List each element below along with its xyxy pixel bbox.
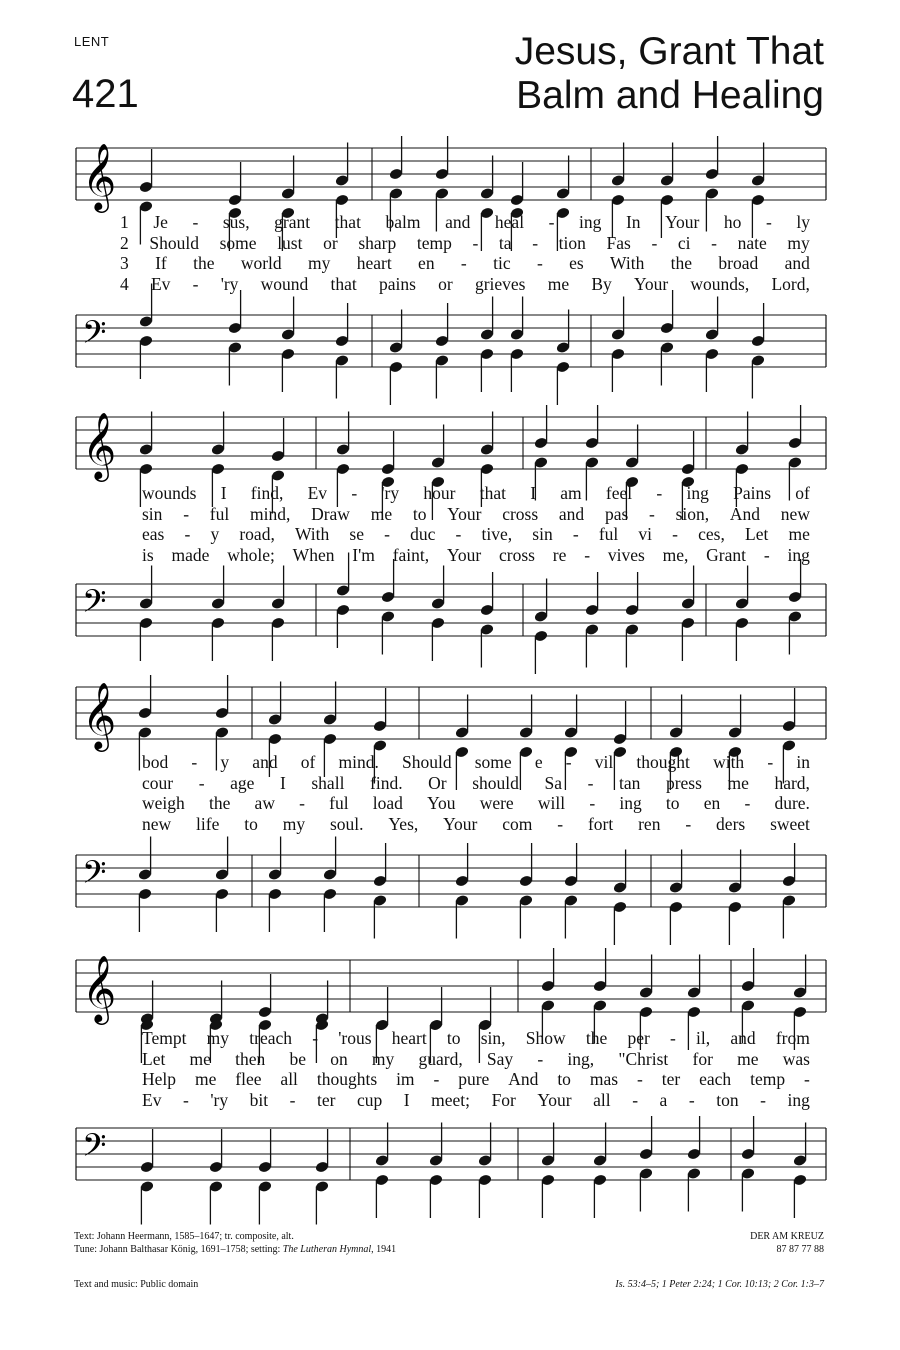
tune-credit-year: , 1941 <box>371 1244 397 1255</box>
lyric-syllable: I <box>530 483 537 503</box>
lyric-syllable: temp <box>750 1069 786 1089</box>
lyric-syllable: and <box>730 1028 756 1048</box>
lyric-syllable: - <box>191 752 198 772</box>
lyric-syllable: - <box>289 1089 296 1110</box>
lyric-syllable: - <box>760 1089 766 1110</box>
lyric-syllable: me, <box>662 544 689 565</box>
lyric-syllable: sin <box>142 503 163 524</box>
lyric-syllable: Your <box>665 212 700 232</box>
lyric-syllable: tive, <box>481 524 513 544</box>
lyric-syllable: - <box>536 253 543 273</box>
lyric-syllable: pure <box>458 1069 490 1089</box>
lyric-syllable: Yes, <box>388 813 419 834</box>
tune-name: DER AM KREUZ <box>750 1231 824 1242</box>
lyric-line <box>142 1069 810 1090</box>
lyric-syllable: ful <box>598 524 619 544</box>
lyric-syllable: en <box>418 253 435 273</box>
lyric-syllable: on <box>330 1048 348 1069</box>
tune-info <box>750 1230 824 1256</box>
lyric-syllable: the <box>585 1028 608 1048</box>
lyric-syllable: thoughts <box>316 1069 378 1089</box>
lyric-syllable: Grant <box>706 544 747 565</box>
lyric-syllable: load <box>372 793 403 813</box>
lyric-line <box>142 524 810 545</box>
lyric-syllable: Let <box>745 524 769 544</box>
lyric-syllable: some <box>474 752 512 772</box>
lyric-syllable: y <box>220 752 230 772</box>
hymn-number: 421 <box>72 72 139 116</box>
lyric-syllable: to <box>665 793 680 813</box>
lyric-syllable: - <box>632 1089 639 1110</box>
lyric-syllable: eas <box>142 524 165 544</box>
lyric-syllable: ton <box>716 1089 739 1110</box>
lyric-syllable: - <box>672 524 678 544</box>
lyric-syllable: in <box>796 752 810 772</box>
lyric-syllable: ly <box>796 212 810 232</box>
lyric-syllable: whole; <box>227 544 275 565</box>
lyric-syllable: Your <box>447 503 482 524</box>
bass-clef-icon: 𝄢 <box>82 853 107 898</box>
lyric-syllable: - <box>565 752 572 772</box>
lyric-syllable: e <box>534 752 543 772</box>
lyric-syllable: ing <box>686 483 709 503</box>
lyric-syllable: wounds, <box>690 273 750 294</box>
lyric-syllable: grieves <box>474 273 526 294</box>
lyric-syllable: then <box>235 1048 266 1069</box>
lyric-syllable: and <box>558 503 585 524</box>
lyric-syllable: sweet <box>770 813 810 834</box>
lyric-syllable: I <box>279 772 286 793</box>
lyric-syllable: ces, <box>698 524 725 544</box>
lyric-syllable: Sa <box>544 772 562 793</box>
lyric-syllable: a <box>659 1089 668 1110</box>
lyric-syllable: find, <box>250 483 284 503</box>
lyric-syllable: and <box>252 752 278 772</box>
lyric-syllable: treach <box>249 1028 292 1048</box>
text-credit: Text: Johann Heermann, 1585–1647; tr. composite, alt. <box>74 1231 294 1242</box>
lyric-syllable: Should <box>401 752 452 772</box>
lyric-syllable: il, <box>696 1028 711 1048</box>
lyric-syllable: fort <box>587 813 614 834</box>
lyric-syllable: my <box>308 253 331 273</box>
lyric-syllable: ing <box>579 212 602 232</box>
tune-credit <box>74 1243 396 1256</box>
lyric-syllable: re <box>552 544 567 565</box>
lyric-syllable: Let <box>142 1048 166 1069</box>
treble-clef-icon: 𝄞 <box>82 411 117 480</box>
lyric-line <box>142 545 810 566</box>
lyric-syllable: were <box>479 793 514 813</box>
lyric-syllable: sin <box>532 524 553 544</box>
lyric-syllable: am <box>560 483 582 503</box>
bass-clef-icon: 𝄢 <box>82 582 107 627</box>
lyric-syllable: - <box>472 232 479 253</box>
lyric-syllable: me <box>370 503 393 524</box>
lyric-syllable: nate <box>737 232 767 253</box>
lyric-syllable: - <box>688 1089 695 1110</box>
lyric-syllable: sion, <box>675 503 710 524</box>
lyric-syllable: - <box>548 212 555 232</box>
lyric-syllable: that <box>479 483 506 503</box>
lyric-syllable: - <box>198 772 205 793</box>
lyric-syllable: was <box>782 1048 810 1069</box>
lyric-syllable: - <box>636 1069 643 1089</box>
lyric-syllable: from <box>775 1028 810 1048</box>
lyric-syllable: vi <box>638 524 653 544</box>
lyric-syllable: - <box>584 544 591 565</box>
lyric-line <box>142 793 810 814</box>
lyric-syllable: is <box>142 544 154 565</box>
lyric-syllable: ing, <box>567 1048 595 1069</box>
lyric-syllable: should <box>472 772 519 793</box>
lyric-line <box>142 1028 810 1049</box>
season-label: LENT <box>74 34 110 49</box>
lyric-syllable: ci <box>677 232 691 253</box>
lyric-syllable: for <box>692 1048 713 1069</box>
lyric-syllable: guard, <box>418 1048 463 1069</box>
lyric-syllable: made <box>171 544 210 565</box>
lyric-syllable: me <box>189 1048 211 1069</box>
lyric-syllable: - <box>184 524 191 544</box>
lyric-syllable: pas <box>604 503 629 524</box>
lyric-syllable: - <box>763 544 770 565</box>
lyric-syllable: feel <box>605 483 633 503</box>
lyric-syllable: my <box>282 813 306 834</box>
lyric-syllable: Ev <box>307 483 328 503</box>
lyric-syllable: mind. <box>338 752 379 772</box>
lyric-syllable: to <box>557 1069 571 1089</box>
lyric-syllable: or <box>438 273 453 294</box>
lyric-syllable: - <box>711 232 717 253</box>
lyric-syllable: - <box>765 212 772 232</box>
lyric-syllable: be <box>289 1048 306 1069</box>
lyric-syllable: Should <box>149 232 199 253</box>
lyric-line <box>142 773 810 794</box>
lyric-syllable: y <box>210 524 220 544</box>
lyric-syllable: By <box>591 273 612 294</box>
lyric-syllable: And <box>729 503 761 524</box>
lyric-line <box>142 814 810 835</box>
lyric-syllable: - <box>532 232 539 253</box>
lyric-syllable: me <box>194 1069 217 1089</box>
lyric-syllable: Show <box>525 1028 566 1048</box>
lyric-syllable: I'm <box>352 544 375 565</box>
lyric-syllable: tion <box>558 232 586 253</box>
lyric-syllable: - <box>183 503 190 524</box>
lyric-syllable: flee <box>235 1069 262 1089</box>
lyric-syllable: new <box>780 503 810 524</box>
lyric-syllable: ful <box>329 793 349 813</box>
treble-clef-icon: 𝄞 <box>82 681 117 750</box>
lyric-syllable: Your <box>446 544 482 565</box>
lyric-syllable: dure. <box>774 793 810 813</box>
lyric-syllable: Or <box>428 772 447 793</box>
lyric-syllable: - <box>557 813 564 834</box>
lyric-syllable: me <box>727 772 749 793</box>
lyric-syllable: heal <box>494 212 525 232</box>
lyric-syllable: Lord, <box>771 273 810 294</box>
copyright: Text and music: Public domain <box>74 1279 199 1290</box>
tune-credit-prefix: Tune: Johann Balthasar König, 1691–1758; setting: <box>74 1244 283 1255</box>
lyric-syllable: - <box>587 772 594 793</box>
lyric-syllable: - <box>192 273 199 294</box>
lyric-syllable: weigh <box>142 793 185 813</box>
lyric-line <box>120 212 810 233</box>
lyric-syllable: - <box>744 793 751 813</box>
lyric-syllable: heart <box>356 253 392 273</box>
lyric-syllable: When <box>292 544 335 565</box>
lyric-syllable: ful <box>209 503 230 524</box>
lyric-syllable: - <box>649 503 655 524</box>
lyric-syllable: my <box>371 1048 395 1069</box>
lyric-syllable: With <box>294 524 330 544</box>
lyric-syllable: - <box>537 1048 544 1069</box>
lyric-syllable: com <box>502 813 533 834</box>
lyric-syllable: the <box>208 793 231 813</box>
lyric-syllable: - <box>651 232 658 253</box>
lyric-syllable: each <box>699 1069 732 1089</box>
lyric-syllable: - <box>455 524 462 544</box>
lyric-syllable: pains <box>378 273 416 294</box>
lyric-syllable: grant <box>274 212 311 232</box>
lyric-syllable: With <box>610 253 645 273</box>
tune-credit-source: The Lutheran Hymnal <box>282 1244 372 1255</box>
lyric-syllable: of <box>795 483 810 503</box>
lyric-syllable: - <box>312 1028 319 1048</box>
lyric-syllable: vives <box>607 544 645 565</box>
lyric-syllable: vil <box>594 752 614 772</box>
lyric-syllable: the <box>193 253 215 273</box>
lyric-syllable: - <box>804 1069 810 1089</box>
lyric-syllable: sus, <box>222 212 250 232</box>
lyric-syllable: life <box>196 813 220 834</box>
lyric-syllable: shall <box>311 772 345 793</box>
lyric-syllable: hard, <box>774 772 810 793</box>
lyric-syllable: cour <box>142 772 174 793</box>
lyric-syllable: my <box>787 232 810 253</box>
lyric-syllable: road, <box>239 524 275 544</box>
lyric-line <box>142 504 810 525</box>
lyric-line <box>142 483 810 504</box>
lyric-syllable: 'ry <box>210 1089 229 1110</box>
lyric-syllable: age <box>230 772 255 793</box>
lyric-syllable: broad <box>718 253 759 273</box>
lyric-syllable: se <box>349 524 364 544</box>
lyric-syllable: - <box>572 524 579 544</box>
lyric-syllable: im <box>396 1069 415 1089</box>
lyric-syllable: mas <box>589 1069 619 1089</box>
lyric-syllable: Your <box>443 813 478 834</box>
lyric-syllable: - <box>767 752 774 772</box>
lyric-syllable: hour <box>423 483 456 503</box>
lyric-syllable: ter <box>661 1069 681 1089</box>
lyric-syllable: cross <box>498 544 535 565</box>
lyric-syllable: - <box>182 1089 189 1110</box>
lyric-syllable: Fas <box>606 232 631 253</box>
lyric-syllable: If <box>155 253 167 273</box>
lyric-syllable: es <box>569 253 584 273</box>
lyric-syllable: You <box>427 793 456 813</box>
lyric-syllable: duc <box>410 524 436 544</box>
lyric-syllable: - <box>384 524 390 544</box>
lyric-syllable: ter <box>316 1089 336 1110</box>
lyric-syllable: that <box>330 273 357 294</box>
lyric-syllable: world <box>240 253 282 273</box>
lyric-syllable: will <box>537 793 566 813</box>
lyric-syllable: me <box>737 1048 759 1069</box>
lyric-syllable: tan <box>618 772 641 793</box>
lyric-syllable: Tempt <box>142 1028 187 1048</box>
lyric-syllable: Help <box>142 1069 177 1089</box>
lyric-syllable: wounds <box>142 483 197 503</box>
lyric-syllable: new <box>142 813 172 834</box>
scripture-references: Is. 53:4–5; 1 Peter 2:24; 1 Cor. 10:13; 2 Cor. 1:3–7 <box>615 1279 824 1290</box>
lyric-syllable: 'rous <box>338 1028 372 1048</box>
treble-clef-icon: 𝄞 <box>82 954 117 1023</box>
lyric-syllable: heart <box>391 1028 427 1048</box>
lyric-syllable: to <box>244 813 258 834</box>
lyric-syllable: - <box>460 253 467 273</box>
lyric-line <box>142 1090 810 1111</box>
meter: 87 87 77 88 <box>776 1244 824 1255</box>
lyric-syllable: lust <box>277 232 303 253</box>
lyric-syllable: the <box>670 253 693 273</box>
verse-number: 2 <box>120 232 129 253</box>
bass-clef-icon: 𝄢 <box>82 1126 107 1171</box>
lyric-syllable: "Christ <box>618 1048 669 1069</box>
lyric-syllable: In <box>625 212 641 232</box>
lyric-syllable: Ev <box>150 273 171 294</box>
lyric-syllable: balm <box>385 212 421 232</box>
lyric-syllable: ders <box>716 813 746 834</box>
lyric-syllable: to <box>412 503 427 524</box>
bass-clef-icon: 𝄢 <box>82 313 107 358</box>
verse-number: 4 <box>120 273 129 294</box>
lyric-syllable: or <box>323 232 338 253</box>
lyric-syllable: Draw <box>311 503 350 524</box>
lyric-syllable: all <box>280 1069 298 1089</box>
lyric-syllable: sin, <box>480 1028 506 1048</box>
lyric-syllable: soul. <box>329 813 364 834</box>
lyric-syllable: I <box>220 483 227 503</box>
lyric-syllable: - <box>656 483 663 503</box>
lyric-syllable: - <box>433 1069 440 1089</box>
lyric-syllable: tic <box>493 253 511 273</box>
hymn-title-line-1: Jesus, Grant That <box>514 30 824 73</box>
lyric-syllable: find. <box>370 772 403 793</box>
lyric-syllable: - <box>299 793 305 813</box>
lyric-syllable: press <box>665 772 702 793</box>
lyric-syllable: ta <box>498 232 512 253</box>
lyric-syllable: to <box>446 1028 461 1048</box>
lyric-line <box>142 752 810 773</box>
lyric-syllable: Say <box>486 1048 514 1069</box>
lyric-syllable: Pains <box>733 483 772 503</box>
lyric-syllable: faint, <box>392 544 430 565</box>
lyric-syllable: all <box>593 1089 611 1110</box>
lyric-syllable: of <box>300 752 316 772</box>
lyric-syllable: Your <box>633 273 669 294</box>
lyric-syllable: Your <box>537 1089 572 1110</box>
lyric-syllable: me <box>788 524 810 544</box>
lyric-syllable: meet; <box>431 1089 471 1110</box>
lyric-syllable: - <box>670 1028 676 1048</box>
lyric-syllable: sharp <box>358 232 397 253</box>
lyric-syllable: ing <box>787 544 810 565</box>
lyric-syllable: thought <box>636 752 690 772</box>
lyric-syllable: ing <box>619 793 642 813</box>
lyric-syllable: Ev <box>142 1089 162 1110</box>
lyric-syllable: temp <box>416 232 452 253</box>
verse-number: 1 <box>120 212 129 232</box>
hymn-title-line-2: Balm and Healing <box>516 74 824 117</box>
lyric-syllable: For <box>491 1089 516 1110</box>
lyric-syllable: ren <box>638 813 661 834</box>
credits <box>74 1230 396 1256</box>
lyric-syllable: my <box>206 1028 230 1048</box>
lyric-syllable: and <box>784 253 810 273</box>
lyric-syllable: - <box>351 483 358 503</box>
lyric-syllable: bod <box>142 752 169 772</box>
treble-clef-icon: 𝄞 <box>82 142 117 211</box>
lyric-syllable: aw <box>254 793 275 813</box>
lyric-syllable: wound <box>260 273 309 294</box>
lyric-syllable: per <box>627 1028 650 1048</box>
lyric-line <box>120 274 810 295</box>
lyric-syllable: 'ry <box>381 483 400 503</box>
lyric-syllable: cup <box>356 1089 383 1110</box>
lyric-line <box>120 233 810 254</box>
lyric-syllable: ho <box>723 212 742 232</box>
lyric-syllable: some <box>219 232 257 253</box>
verse-number: 3 <box>120 253 129 273</box>
lyric-line <box>120 253 810 274</box>
lyric-syllable: me <box>547 273 570 294</box>
lyric-syllable: that <box>334 212 361 232</box>
lyric-syllable: - <box>589 793 596 813</box>
lyric-syllable: with <box>713 752 745 772</box>
lyric-syllable: ing <box>787 1089 810 1110</box>
lyric-syllable: - <box>685 813 692 834</box>
lyric-line <box>142 1049 810 1070</box>
lyric-syllable: bit <box>249 1089 269 1110</box>
lyric-syllable: - <box>192 212 199 232</box>
lyric-syllable: mind, <box>249 503 291 524</box>
lyric-syllable: Je <box>153 212 168 232</box>
lyric-syllable: and <box>445 212 471 232</box>
lyric-syllable: en <box>703 793 721 813</box>
lyric-syllable: I <box>403 1089 410 1110</box>
lyric-syllable: cross <box>502 503 539 524</box>
lyric-syllable: And <box>508 1069 539 1089</box>
lyric-syllable: 'ry <box>220 273 239 294</box>
